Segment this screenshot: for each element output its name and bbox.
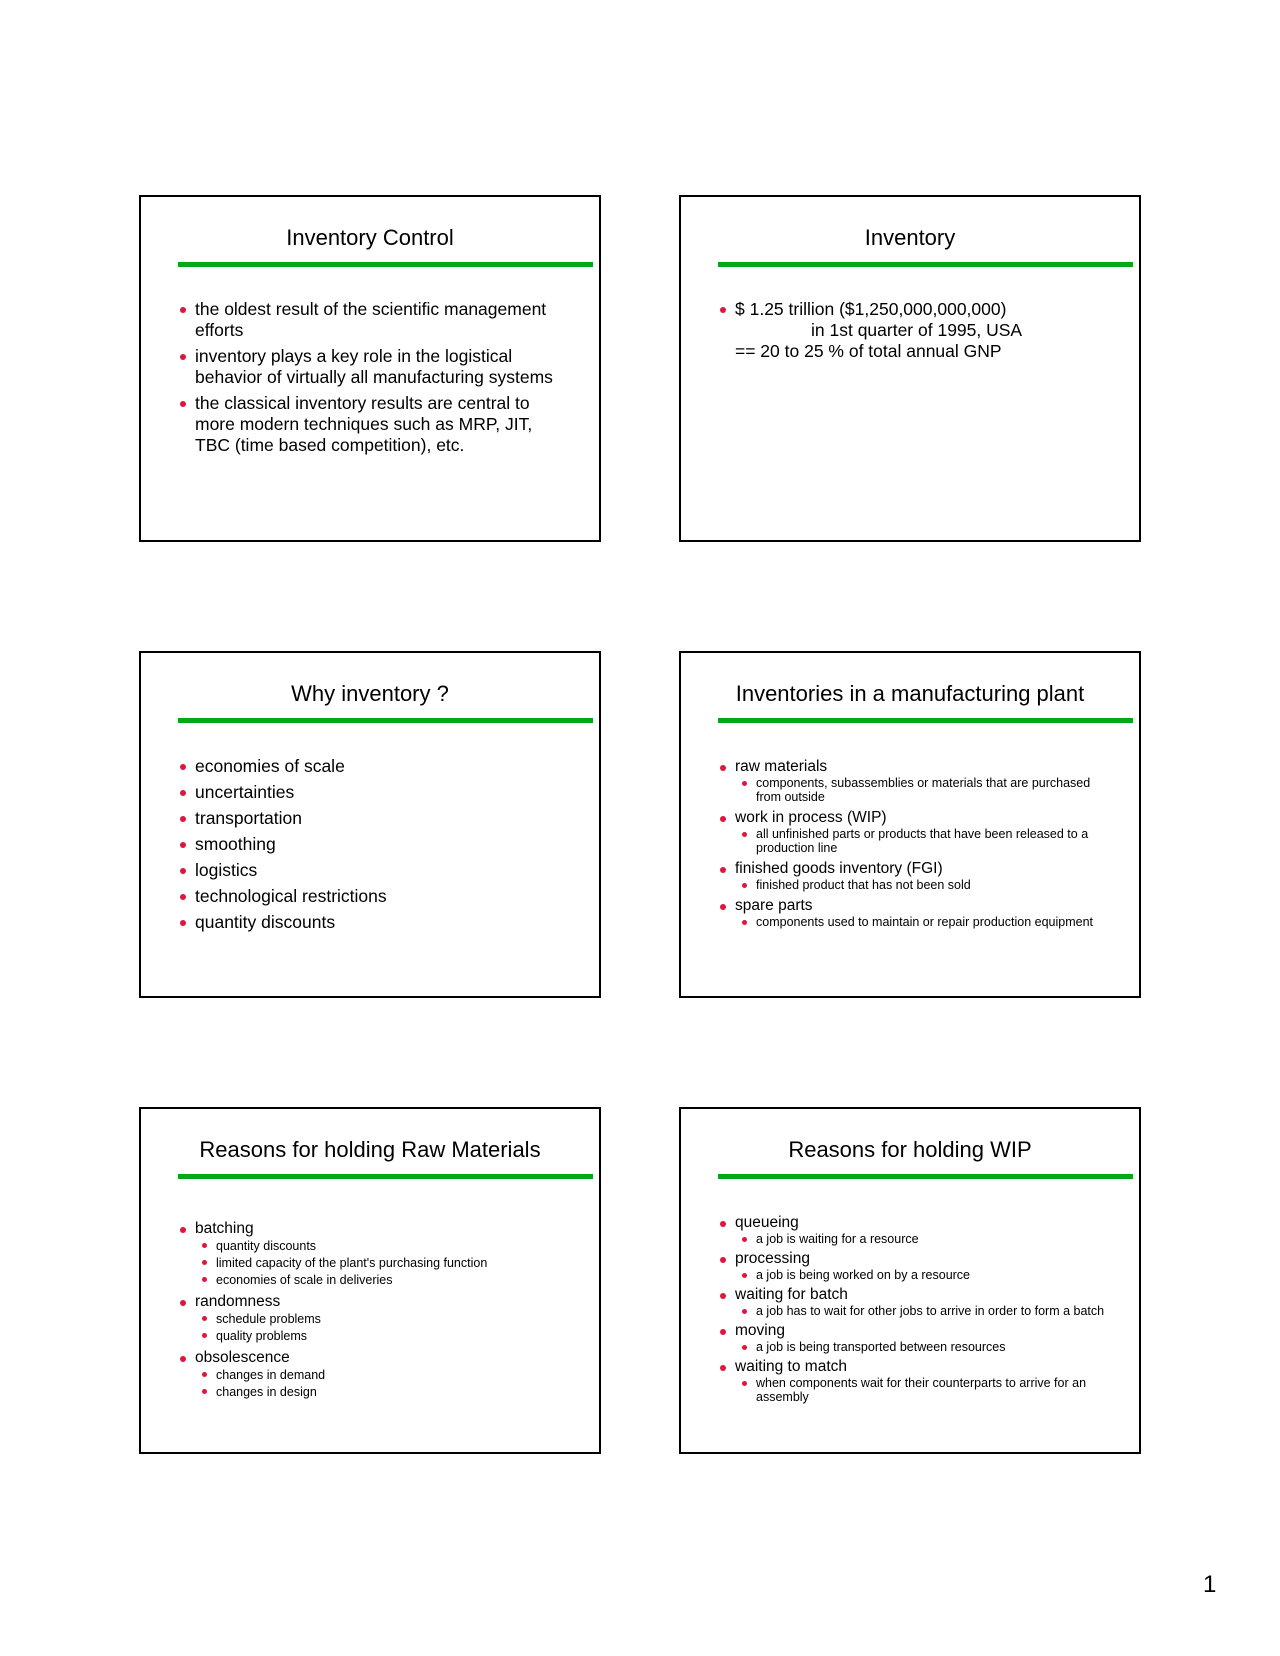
bullet-list	[178, 299, 571, 456]
title-divider	[718, 1174, 1133, 1179]
sub-list-item	[739, 1232, 1111, 1246]
list-item	[178, 912, 571, 933]
bullet-list	[178, 1219, 571, 1401]
list-item	[718, 1357, 1111, 1376]
sub-list	[718, 1268, 1111, 1282]
list-item-text: $ 1.25 trillion ($1,250,000,000,000)	[735, 299, 1007, 319]
sub-list-item	[199, 1384, 571, 1401]
slide-title: Inventory Control	[286, 225, 454, 250]
sub-list-item	[739, 878, 1111, 892]
sub-list-item	[739, 1268, 1111, 1282]
bullet-dot-icon	[180, 790, 186, 796]
title-divider	[718, 262, 1133, 267]
list-item-text: finished goods inventory (FGI)	[735, 860, 943, 877]
bullet-dot-icon	[742, 920, 747, 925]
list-item	[718, 1285, 1111, 1304]
list-item-text: randomness	[195, 1293, 281, 1310]
sub-list-item-text: when components wait for their counterparts to arrive for an assembly	[756, 1376, 1087, 1404]
bullet-dot-icon	[202, 1243, 207, 1248]
list-item-text: spare parts	[735, 897, 813, 914]
sub-list-item-text: components, subassemblies or materials that are purchased from outside	[756, 776, 1091, 804]
sub-list	[718, 915, 1111, 929]
sub-list	[178, 1238, 571, 1289]
bullet-dot-icon	[180, 764, 186, 770]
sub-list	[718, 776, 1111, 804]
bullet-dot-icon	[742, 1309, 747, 1314]
list-item	[718, 859, 1111, 878]
list-item-text: economies of scale	[195, 756, 345, 776]
bullet-dot-icon	[180, 401, 186, 407]
list-item-text: the oldest result of the scientific management efforts	[195, 299, 547, 340]
sub-list	[718, 1304, 1111, 1318]
list-item-text: == 20 to 25 % of total annual GNP	[735, 341, 1002, 361]
bullet-dot-icon	[202, 1260, 207, 1265]
sub-list-item-text: components used to maintain or repair production equipment	[756, 915, 1094, 929]
sub-list-item-text: all unfinished parts or products that have been released to a production line	[756, 827, 1089, 855]
bullet-dot-icon	[202, 1277, 207, 1282]
sub-list	[718, 827, 1111, 855]
bullet-dot-icon	[180, 354, 186, 360]
bullet-dot-icon	[720, 765, 726, 771]
list-item	[178, 299, 571, 341]
bullet-dot-icon	[180, 894, 186, 900]
list-item-text: technological restrictions	[195, 886, 387, 906]
list-item	[718, 808, 1111, 827]
sub-list-item	[739, 827, 1111, 855]
sub-list-item	[199, 1238, 571, 1255]
list-item	[178, 808, 571, 829]
sub-list-item	[199, 1255, 571, 1272]
bullet-dot-icon	[742, 1237, 747, 1242]
bullet-dot-icon	[180, 1356, 186, 1362]
list-item-text: obsolescence	[195, 1349, 290, 1366]
bullet-dot-icon	[720, 1257, 726, 1263]
bullet-dot-icon	[180, 1300, 186, 1306]
sub-list-item	[199, 1328, 571, 1345]
list-item	[178, 393, 571, 456]
slide-raw-materials-reasons	[139, 1107, 601, 1454]
sub-list-item	[739, 776, 1111, 804]
sub-list-item-text: a job is waiting for a resource	[756, 1232, 919, 1246]
bullet-dot-icon	[742, 1381, 747, 1386]
bullet-dot-icon	[742, 1273, 747, 1278]
title-divider	[178, 1174, 593, 1179]
title-divider	[718, 718, 1133, 723]
bullet-list	[178, 756, 571, 933]
list-item-text: work in process (WIP)	[735, 809, 887, 826]
sub-list-item-text: limited capacity of the plant's purchasing function	[216, 1256, 488, 1270]
list-item	[718, 1249, 1111, 1268]
bullet-dot-icon	[720, 307, 726, 313]
slide-inventory-control	[139, 195, 601, 542]
sub-list-item	[739, 1376, 1111, 1404]
list-item-text: moving	[735, 1322, 785, 1339]
sub-list-item-text: finished product that has not been sold	[756, 878, 971, 892]
list-item-text: inventory plays a key role in the logistical behavior of virtually all manufacturing systems	[195, 346, 553, 387]
bullet-list	[718, 757, 1111, 929]
sub-list-item-text: schedule problems	[216, 1312, 321, 1326]
bullet-list	[718, 1213, 1111, 1404]
bullet-dot-icon	[180, 1227, 186, 1233]
list-item-text: quantity discounts	[195, 912, 336, 932]
bullet-dot-icon	[180, 307, 186, 313]
list-item-text: raw materials	[735, 758, 828, 775]
bullet-dot-icon	[742, 832, 747, 837]
sub-list-item	[199, 1311, 571, 1328]
list-item	[178, 1292, 571, 1311]
slide-title: Inventories in a manufacturing plant	[735, 681, 1085, 706]
slide-title: Reasons for holding WIP	[788, 1137, 1032, 1162]
sub-list-item-text: quantity discounts	[216, 1239, 317, 1253]
bullet-dot-icon	[202, 1372, 207, 1377]
list-item-text: smoothing	[195, 834, 276, 854]
slide-wip-reasons	[679, 1107, 1141, 1454]
bullet-dot-icon	[180, 842, 186, 848]
slide-title: Why inventory ?	[291, 681, 449, 706]
slide-why-inventory	[139, 651, 601, 998]
list-item-text: processing	[735, 1250, 810, 1267]
list-item	[718, 896, 1111, 915]
list-item	[718, 757, 1111, 776]
sub-list-item-text: a job is being worked on by a resource	[756, 1268, 971, 1282]
page-number: 1	[1203, 1571, 1217, 1598]
sub-list	[718, 878, 1111, 892]
list-item	[178, 756, 571, 777]
bullet-dot-icon	[720, 1293, 726, 1299]
sub-list-item	[739, 1304, 1111, 1318]
bullet-dot-icon	[720, 1221, 726, 1227]
sub-list-item	[739, 915, 1111, 929]
sub-list	[718, 1232, 1111, 1246]
list-item	[178, 886, 571, 907]
sub-list-item-text: changes in demand	[216, 1368, 326, 1382]
bullet-dot-icon	[720, 816, 726, 822]
bullet-dot-icon	[180, 868, 186, 874]
bullet-dot-icon	[720, 867, 726, 873]
sub-list-item	[739, 1340, 1111, 1354]
list-item-text: the classical inventory results are central to more modern techniques such as MRP, JIT, TBC (time based competition), etc.	[195, 393, 533, 455]
list-item	[718, 299, 1111, 362]
bullet-dot-icon	[180, 816, 186, 822]
bullet-dot-icon	[742, 781, 747, 786]
bullet-dot-icon	[202, 1333, 207, 1338]
list-item-text: uncertainties	[195, 782, 295, 802]
bullet-dot-icon	[180, 920, 186, 926]
list-item-text: waiting to match	[735, 1358, 847, 1375]
bullet-dot-icon	[720, 904, 726, 910]
slide-inventories-in-plant	[679, 651, 1141, 998]
sub-list-item-text: changes in design	[216, 1385, 317, 1399]
slide-inventory	[679, 195, 1141, 542]
sub-list-item	[199, 1272, 571, 1289]
title-divider	[178, 718, 593, 723]
list-item-text: in 1st quarter of 1995, USA	[811, 320, 1023, 340]
list-item-text: batching	[195, 1220, 254, 1237]
list-item	[178, 346, 571, 388]
sub-list-item-text: economies of scale in deliveries	[216, 1273, 393, 1287]
list-item-text: waiting for batch	[735, 1286, 848, 1303]
list-item	[178, 860, 571, 881]
slide-title: Reasons for holding Raw Materials	[199, 1137, 541, 1162]
bullet-dot-icon	[742, 1345, 747, 1350]
bullet-dot-icon	[720, 1365, 726, 1371]
bullet-list	[718, 299, 1111, 362]
list-item	[718, 1321, 1111, 1340]
list-item-text: queueing	[735, 1214, 799, 1231]
sub-list	[718, 1376, 1111, 1404]
sub-list	[178, 1311, 571, 1345]
bullet-dot-icon	[742, 883, 747, 888]
sub-list-item-text: a job is being transported between resources	[756, 1340, 1006, 1354]
bullet-dot-icon	[720, 1329, 726, 1335]
list-item	[718, 1213, 1111, 1232]
title-divider	[178, 262, 593, 267]
sub-list-item	[199, 1367, 571, 1384]
list-item	[178, 1219, 571, 1238]
list-item	[178, 782, 571, 803]
sub-list-item-text: quality problems	[216, 1329, 308, 1343]
list-item	[178, 1348, 571, 1367]
bullet-dot-icon	[202, 1316, 207, 1321]
bullet-dot-icon	[202, 1389, 207, 1394]
sub-list	[718, 1340, 1111, 1354]
sub-list	[178, 1367, 571, 1401]
slide-title: Inventory	[864, 225, 956, 250]
list-item	[178, 834, 571, 855]
list-item-text: logistics	[195, 860, 258, 880]
list-item-text: transportation	[195, 808, 303, 828]
sub-list-item-text: a job has to wait for other jobs to arrive in order to form a batch	[756, 1304, 1105, 1318]
